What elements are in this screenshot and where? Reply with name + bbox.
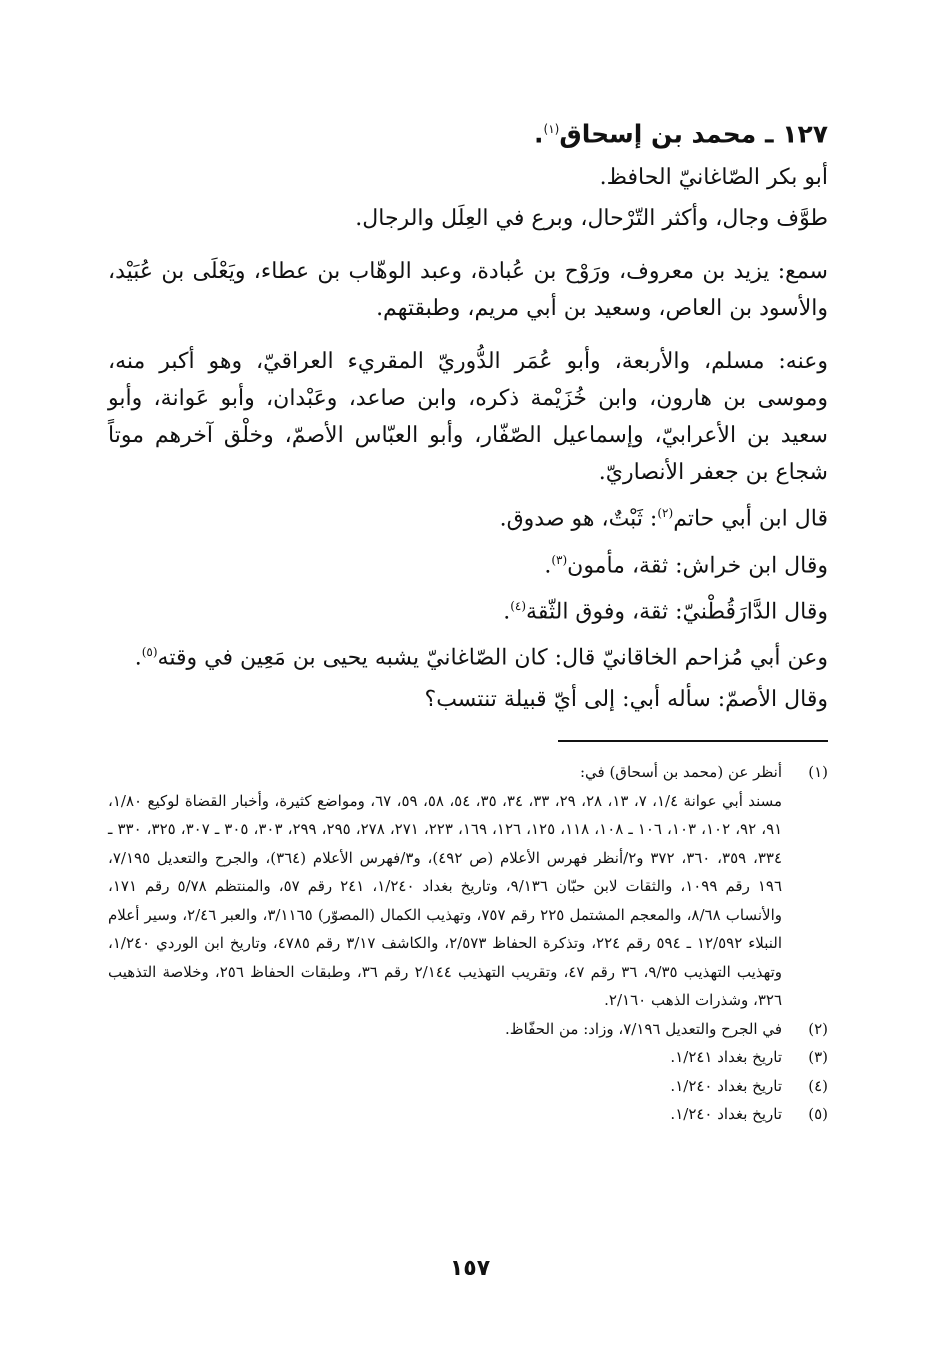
paragraph-text: وقال الدَّارَقُطْنيّ: ثقة، وفوق الثّقة xyxy=(526,599,828,625)
footnote-number: (٥) xyxy=(808,1105,828,1123)
footnote-ref: (٢) xyxy=(657,506,674,521)
footnote xyxy=(108,1072,828,1101)
paragraph-text: وقال الأصمّ: سأله أبي: إلى أيّ قبيلة تنتسب؟ xyxy=(424,686,828,712)
paragraph xyxy=(108,343,828,491)
footnote-number: (٤) xyxy=(808,1076,828,1095)
paragraph xyxy=(108,634,828,676)
footnote-text: تاريخ بغداد ١/٢٤١. xyxy=(670,1048,782,1066)
main-text xyxy=(108,104,828,722)
paragraph xyxy=(108,253,828,327)
paragraph xyxy=(108,159,828,196)
paragraph xyxy=(108,542,828,584)
entry-heading xyxy=(108,104,828,159)
footnotes xyxy=(108,758,828,1129)
paragraph-text: سمع: يزيد بن معروف، ورَوْح بن عُبادة، وعبد الوهّاب بن عطاء، ويَعْلَى بن عُبَيْد، والأسود بن العاص، وسعيد بن أبي مريم، وطبقتهم. xyxy=(108,259,828,322)
footnote-ref: (٣) xyxy=(551,552,568,567)
paragraph-text: أبو بكر الصّاغانيّ الحافظ. xyxy=(599,165,828,191)
paragraph xyxy=(108,495,828,537)
entry-heading-end: . xyxy=(534,119,544,149)
footnote-ref: (٥) xyxy=(141,645,158,660)
paragraph-text: وعنه: مسلم، والأربعة، وأبو عُمَر الدُّوريّ المقريء العراقيّ، وهو أكبر منه، وموسى بن هارون، وابن خُزَيْمة ذكره، وابن صاعد، وعَبْدان، وأبو عَوانة، وأبو سعيد بن الأعرابيّ، وإسماعيل الصّفّار، وأبو العبّاس الأصمّ، وخلْق آخرهم موتاً شجاع بن جعفر الأنصاريّ. xyxy=(108,349,828,486)
paragraph xyxy=(108,681,828,718)
paragraph-text: وعن أبي مُزاحم الخاقانيّ قال: كان الصّاغانيّ يشبه يحيى بن مَعِين في وقته xyxy=(157,645,828,671)
footnote-ref: (٤) xyxy=(510,598,527,613)
footnote xyxy=(108,1015,828,1044)
paragraph-text: . xyxy=(134,645,142,671)
paragraph-text: : ثَبْتٌ، هو صدوق. xyxy=(499,506,658,532)
footnote xyxy=(108,758,828,1015)
footnote-divider xyxy=(558,740,828,742)
footnote xyxy=(108,1100,828,1129)
entry-heading-footnote-ref: (١) xyxy=(543,122,560,136)
paragraph-text: . xyxy=(503,599,511,625)
paragraph-text: قال ابن أبي حاتم xyxy=(673,506,828,532)
paragraph xyxy=(108,588,828,630)
paragraph-text: وقال ابن خراش: ثقة، مأمون xyxy=(567,552,828,578)
footnote-number: (٣) xyxy=(808,1048,828,1066)
footnote-text: أنظر عن (محمد بن أسحاق) في: مسند أبي عوانة ١/٤، ٧، ١٣، ٢٨، ٢٩، ٣٣، ٣٤، ٣٥، ٥٤، ٥٨، ٥٩، ٦٧، ومواضع كثيرة، وأخبار القضاة لوكيع ١/٨٠، ٩١، ٩٢، ١٠٢، ١٠٣، ١٠٦ ـ ١٠٨، ١١٨، ١٢٥، ١٢٦، ١٦٩، ٢٢٣، ٢٧١، ٢٧٨، ٢٩٥، ٢٩٩، ٣٠٣، ٣٠٥ ـ ٣٠٧، ٣٢٥، ٣٣٠ ـ ٣٣٤، ٣٥٩، ٣٦٠، ٣٧٢ و٢/أنظر فهرس الأعلام (ص ٤٩٢)، و٣/فهرس الأعلام (٣٦٤)، والجرح والتعديل ٧/١٩٥، ١٩٦ رقم ١٠٩٩، والثقات لابن حبّان ٩/١٣٦، وتاريخ بغداد ١/٢٤٠، ٢٤١ رقم ٥٧، والمنتظم ٥/٧٨ رقم ١٧١، والأنساب ٨/٦٨، والمعجم المشتمل ٢٢٥ رقم ٧٥٧، وتهذيب الكمال (المصوّر) ٣/١١٦٥، والعبر ٢/٤٦، وسير أعلام النبلاء ١٢/٥٩٢ ـ ٥٩٤ رقم ٢٢٤، وتذكرة الحفاظ ٢/٥٧٣، والكاشف ٣/١٧ رقم ٤٧٨٥، وتاريخ ابن الوردي ١/٢٤٠، وتهذيب التهذيب ٩/٣٥، ٣٦ رقم ٤٧، وتقريب التهذيب ٢/١٤٤ رقم ٣٦، وطبقات الحفاظ ٢٥٦، وخلاصة التذهيب ٣٢٦، وشذرات الذهب ٢/١٦٠. xyxy=(108,763,783,1009)
paragraph xyxy=(108,200,828,237)
footnote-number: (٢) xyxy=(808,1019,828,1038)
footnote-text: تاريخ بغداد ١/٢٤٠. xyxy=(670,1105,782,1123)
entry-heading-text: ١٢٧ ـ محمد بن إسحاق xyxy=(559,119,828,149)
footnote-text: في الجرح والتعديل ٧/١٩٦، وزاد: من الحفّاظ. xyxy=(504,1019,782,1038)
footnote-number: (١) xyxy=(808,763,828,781)
paragraph-text: . xyxy=(544,552,552,578)
page-number: ١٥٧ xyxy=(449,1256,491,1281)
footnote xyxy=(108,1043,828,1072)
paragraph-text: طوَّف وجال، وأكثر التّرْحال، وبرع في العِلَل والرجال. xyxy=(355,206,828,232)
footnote-text: تاريخ بغداد ١/٢٤٠. xyxy=(670,1076,782,1095)
